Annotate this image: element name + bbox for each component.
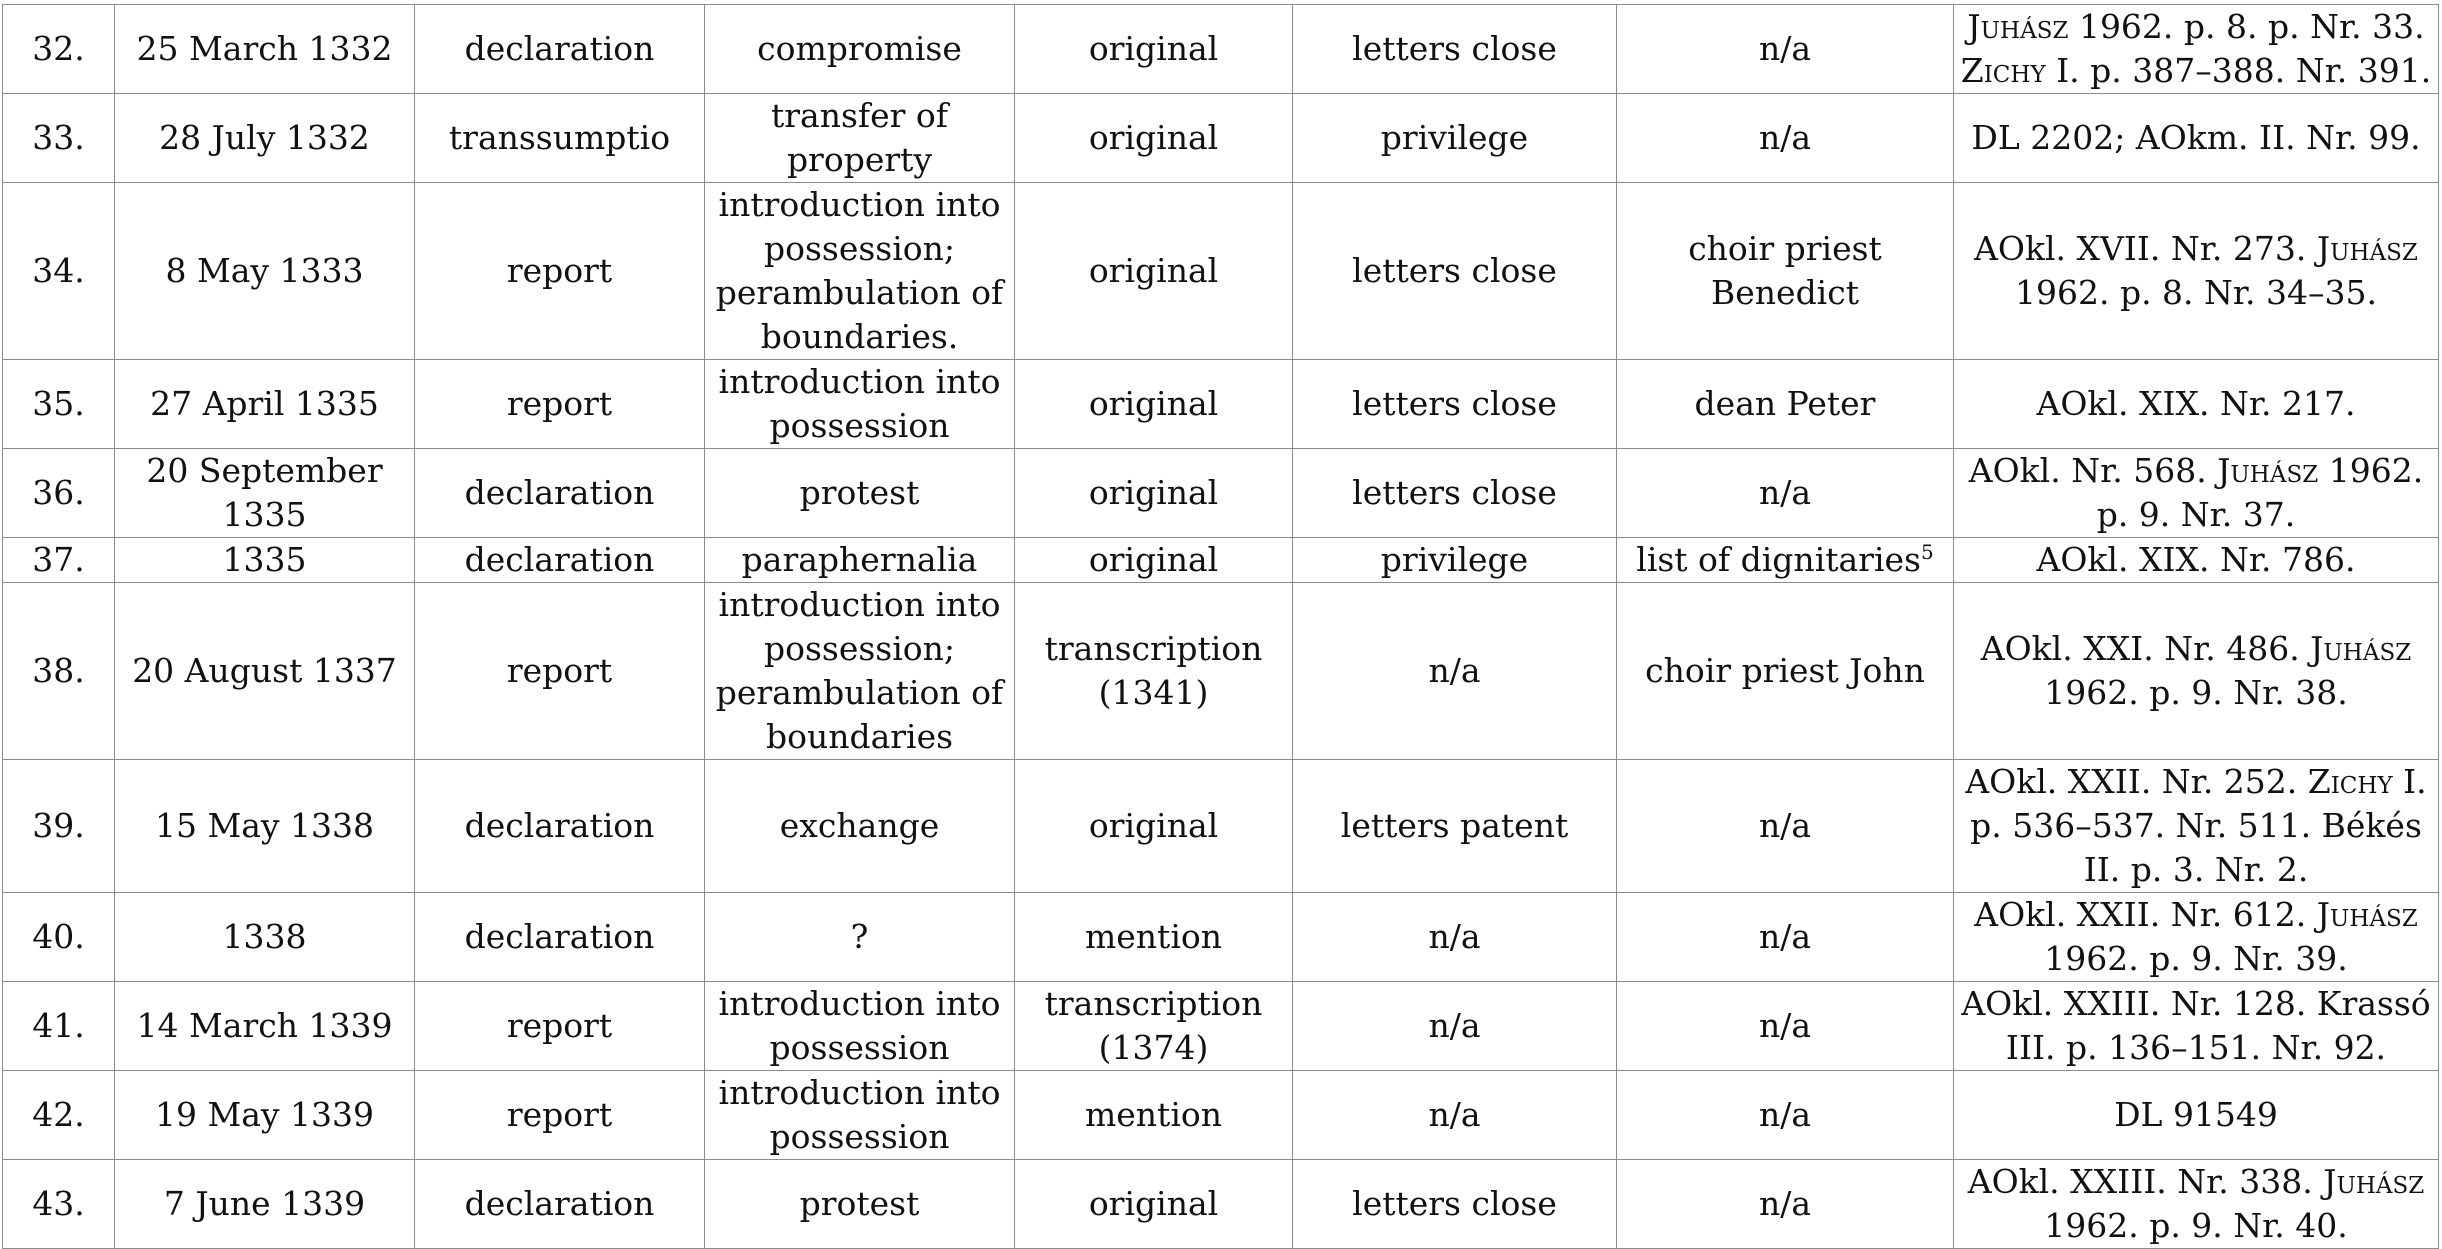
entry-references xyxy=(1954,360,2439,449)
entry-form-text: mention xyxy=(1084,917,1222,956)
entry-charter-type-text: letters patent xyxy=(1340,806,1569,845)
entry-date-text: 1335 xyxy=(222,540,307,579)
entry-form xyxy=(1015,760,1293,893)
entry-type xyxy=(415,760,705,893)
entry-number-text: 36. xyxy=(32,473,85,512)
entry-subject-text: introduction into possession; perambulation of boundaries. xyxy=(715,185,1004,356)
entry-subject-text: exchange xyxy=(779,806,940,845)
reference-part: AOkl. Nr. 568. xyxy=(1968,451,2218,490)
entry-references xyxy=(1954,538,2439,583)
entry-charter-type xyxy=(1293,1160,1617,1249)
entry-witness xyxy=(1617,538,1954,583)
entry-subject-text: introduction into possession xyxy=(718,984,1001,1067)
entry-date xyxy=(115,449,415,538)
entry-number-text: 38. xyxy=(32,651,85,690)
entry-charter-type xyxy=(1293,449,1617,538)
table-row xyxy=(3,760,2439,893)
entry-witness-text: dean Peter xyxy=(1694,384,1876,423)
entry-date-text: 25 March 1332 xyxy=(136,29,393,68)
entry-date-text: 1338 xyxy=(222,917,307,956)
entry-number xyxy=(3,1071,115,1160)
table-body xyxy=(3,5,2439,1249)
entry-form-text: transcription (1374) xyxy=(1044,984,1263,1067)
entry-type xyxy=(415,360,705,449)
entry-charter-type-text: letters close xyxy=(1352,251,1557,290)
table-row xyxy=(3,183,2439,360)
entry-number xyxy=(3,893,115,982)
reference-part: Juhász xyxy=(2316,229,2418,268)
reference-part: AOkl. XXIII. Nr. 128. Krassó III. p. 136–151. Nr. 92. xyxy=(1961,984,2431,1067)
entry-date xyxy=(115,183,415,360)
entry-charter-type-text: privilege xyxy=(1380,118,1529,157)
entry-charter-type-text: n/a xyxy=(1428,917,1481,956)
entry-form xyxy=(1015,183,1293,360)
entry-form xyxy=(1015,1071,1293,1160)
reference-part: 1962. p. 8. Nr. 34–35. xyxy=(2014,273,2378,312)
entry-form-text: original xyxy=(1088,1184,1219,1223)
entry-date-text: 15 May 1338 xyxy=(154,806,375,845)
entry-witness-text: n/a xyxy=(1758,118,1812,157)
table-row xyxy=(3,538,2439,583)
entry-number xyxy=(3,449,115,538)
entry-charter-type-text: letters close xyxy=(1352,1184,1557,1223)
entry-date-text: 28 July 1332 xyxy=(159,118,370,157)
entry-subject-text: compromise xyxy=(757,29,962,68)
entry-subject xyxy=(705,360,1015,449)
entry-number-text: 35. xyxy=(32,384,85,423)
entry-references xyxy=(1954,760,2439,893)
reference-part: AOkl. XXIII. Nr. 338. xyxy=(1967,1162,2324,1201)
entry-subject-text: transfer of property xyxy=(771,96,948,179)
entry-type xyxy=(415,893,705,982)
entry-witness-text: list of dignitaries xyxy=(1636,540,1921,579)
entry-type-text: report xyxy=(506,1095,613,1134)
reference-part: AOkl. XIX. Nr. 786. xyxy=(2036,540,2356,579)
entry-subject-text: protest xyxy=(799,1184,920,1223)
table-row xyxy=(3,583,2439,760)
reference-part: Zichy xyxy=(1960,51,2046,90)
entry-subject xyxy=(705,5,1015,94)
entry-date-text: 8 May 1333 xyxy=(165,251,364,290)
entry-date xyxy=(115,760,415,893)
entry-subject-text: introduction into possession; perambulation of boundaries xyxy=(715,585,1004,756)
entry-form-text: original xyxy=(1088,118,1219,157)
entry-type-text: report xyxy=(506,251,613,290)
entry-form xyxy=(1015,5,1293,94)
entry-subject xyxy=(705,449,1015,538)
entry-date xyxy=(115,5,415,94)
entry-type-text: report xyxy=(506,1006,613,1045)
entry-form-text: original xyxy=(1088,29,1219,68)
entry-form xyxy=(1015,982,1293,1071)
entry-form-text: original xyxy=(1088,806,1219,845)
entry-date xyxy=(115,360,415,449)
reference-part: I. p. 387–388. Nr. 391. xyxy=(2045,51,2432,90)
table-row xyxy=(3,94,2439,183)
entry-form xyxy=(1015,538,1293,583)
entry-references xyxy=(1954,1160,2439,1249)
entry-type-text: transsumptio xyxy=(448,118,671,157)
entry-date xyxy=(115,538,415,583)
entry-references xyxy=(1954,183,2439,360)
reference-part: Juhász xyxy=(1967,7,2069,46)
entry-witness xyxy=(1617,760,1954,893)
reference-part: 1962. p. 9. Nr. 37. xyxy=(2096,451,2424,534)
entry-witness-text: n/a xyxy=(1758,806,1812,845)
entry-form xyxy=(1015,449,1293,538)
entry-type-text: declaration xyxy=(464,29,655,68)
entry-subject-text: ? xyxy=(850,917,869,956)
entry-charter-type xyxy=(1293,1071,1617,1160)
entry-witness-text: n/a xyxy=(1758,29,1812,68)
entry-type-text: declaration xyxy=(464,540,655,579)
entry-number xyxy=(3,760,115,893)
entry-references xyxy=(1954,583,2439,760)
reference-part: AOkl. XXI. Nr. 486. xyxy=(1980,629,2311,668)
reference-part: AOkl. XXII. Nr. 252. xyxy=(1965,762,2308,801)
entry-form xyxy=(1015,583,1293,760)
entry-charter-type xyxy=(1293,583,1617,760)
entry-date-text: 20 September 1335 xyxy=(146,451,383,534)
entry-subject-text: paraphernalia xyxy=(741,540,978,579)
entry-date xyxy=(115,893,415,982)
entry-witness xyxy=(1617,449,1954,538)
entry-date-text: 7 June 1339 xyxy=(163,1184,366,1223)
entry-charter-type-text: letters close xyxy=(1352,384,1557,423)
table-row xyxy=(3,1071,2439,1160)
reference-part: DL 2202; AOkm. II. Nr. 99. xyxy=(1971,118,2421,157)
entry-type xyxy=(415,1160,705,1249)
entry-witness xyxy=(1617,360,1954,449)
entry-references xyxy=(1954,982,2439,1071)
entry-number-text: 40. xyxy=(32,917,85,956)
entry-charter-type xyxy=(1293,982,1617,1071)
entry-witness-text: n/a xyxy=(1758,1184,1812,1223)
entry-date xyxy=(115,1071,415,1160)
entry-number-text: 32. xyxy=(32,29,85,68)
entry-number-text: 37. xyxy=(32,540,85,579)
entry-charter-type xyxy=(1293,360,1617,449)
entry-subject xyxy=(705,893,1015,982)
entry-form-text: mention xyxy=(1084,1095,1222,1134)
entry-charter-type xyxy=(1293,94,1617,183)
table-row xyxy=(3,982,2439,1071)
entry-number-text: 34. xyxy=(32,251,85,290)
entry-number xyxy=(3,360,115,449)
entry-form xyxy=(1015,1160,1293,1249)
reference-part: DL 91549 xyxy=(2114,1095,2278,1134)
entry-type xyxy=(415,538,705,583)
entry-number-text: 43. xyxy=(32,1184,85,1223)
entry-form-text: original xyxy=(1088,473,1219,512)
entry-references xyxy=(1954,893,2439,982)
entry-number-text: 42. xyxy=(32,1095,85,1134)
entry-charter-type xyxy=(1293,760,1617,893)
entry-form-text: original xyxy=(1088,540,1219,579)
entry-date xyxy=(115,94,415,183)
entry-subject xyxy=(705,1071,1015,1160)
table-row xyxy=(3,360,2439,449)
entry-witness xyxy=(1617,1071,1954,1160)
reference-part: 1962. p. 9. Nr. 38. xyxy=(2044,673,2348,712)
table-row xyxy=(3,893,2439,982)
entry-witness xyxy=(1617,183,1954,360)
entry-number xyxy=(3,5,115,94)
entry-charter-type-text: n/a xyxy=(1428,1006,1481,1045)
entry-charter-type-text: n/a xyxy=(1428,1095,1481,1134)
entry-type-text: declaration xyxy=(464,806,655,845)
entry-type-text: report xyxy=(506,651,613,690)
entry-subject-text: introduction into possession xyxy=(718,362,1001,445)
entry-type xyxy=(415,1071,705,1160)
entry-type-text: declaration xyxy=(464,1184,655,1223)
entry-form xyxy=(1015,94,1293,183)
entry-type-text: declaration xyxy=(464,917,655,956)
entry-witness xyxy=(1617,982,1954,1071)
entry-charter-type xyxy=(1293,5,1617,94)
reference-part: Juhász xyxy=(2316,895,2418,934)
entry-number xyxy=(3,583,115,760)
entry-charter-type-text: letters close xyxy=(1352,473,1557,512)
entry-date xyxy=(115,982,415,1071)
entry-type xyxy=(415,183,705,360)
charters-table xyxy=(2,4,2439,1249)
table-row xyxy=(3,1160,2439,1249)
entry-type xyxy=(415,5,705,94)
entry-form xyxy=(1015,893,1293,982)
entry-witness xyxy=(1617,94,1954,183)
entry-subject xyxy=(705,583,1015,760)
entry-date xyxy=(115,583,415,760)
entry-number xyxy=(3,94,115,183)
entry-number xyxy=(3,538,115,583)
entry-subject-text: protest xyxy=(799,473,920,512)
entry-charter-type-text: privilege xyxy=(1380,540,1529,579)
entry-number-text: 39. xyxy=(32,806,85,845)
reference-part: 1962. p. 9. Nr. 39. xyxy=(2044,939,2348,978)
entry-charter-type xyxy=(1293,183,1617,360)
reference-part: Juhász xyxy=(2323,1162,2425,1201)
reference-part: Juhász xyxy=(2217,451,2319,490)
entry-witness-text: n/a xyxy=(1758,473,1812,512)
reference-part: AOkl. XXII. Nr. 612. xyxy=(1974,895,2317,934)
reference-part: 1962. p. 8. p. Nr. 33. xyxy=(2068,7,2425,46)
entry-type xyxy=(415,982,705,1071)
entry-type xyxy=(415,583,705,760)
entry-subject xyxy=(705,183,1015,360)
entry-references xyxy=(1954,1071,2439,1160)
entry-references xyxy=(1954,5,2439,94)
entry-form-text: original xyxy=(1088,251,1219,290)
entry-form-text: original xyxy=(1088,384,1219,423)
entry-number-text: 41. xyxy=(32,1006,85,1045)
entry-subject xyxy=(705,538,1015,583)
entry-witness-text: n/a xyxy=(1758,917,1812,956)
entry-subject xyxy=(705,94,1015,183)
reference-part: AOkl. XVII. Nr. 273. xyxy=(1974,229,2317,268)
entry-witness-text: choir priest Benedict xyxy=(1688,229,1882,312)
entry-form xyxy=(1015,360,1293,449)
table-row xyxy=(3,449,2439,538)
entry-charter-type-text: n/a xyxy=(1428,651,1481,690)
entry-type-text: report xyxy=(506,384,613,423)
reference-part: Zichy xyxy=(2307,762,2393,801)
entry-number xyxy=(3,183,115,360)
entry-references xyxy=(1954,94,2439,183)
entry-date-text: 14 March 1339 xyxy=(136,1006,393,1045)
entry-witness xyxy=(1617,583,1954,760)
entry-date-text: 19 May 1339 xyxy=(154,1095,375,1134)
entry-charter-type xyxy=(1293,893,1617,982)
entry-witness xyxy=(1617,893,1954,982)
entry-charter-type xyxy=(1293,538,1617,583)
entry-number xyxy=(3,982,115,1071)
entry-witness-text: n/a xyxy=(1758,1006,1812,1045)
entry-type-text: declaration xyxy=(464,473,655,512)
footnote-marker: 5 xyxy=(1920,540,1934,564)
entry-number-text: 33. xyxy=(32,118,85,157)
entry-witness xyxy=(1617,1160,1954,1249)
entry-witness-text: choir priest John xyxy=(1645,651,1925,690)
entry-witness-text: n/a xyxy=(1758,1095,1812,1134)
entry-date-text: 27 April 1335 xyxy=(150,384,379,423)
reference-part: 1962. p. 9. Nr. 40. xyxy=(2044,1206,2348,1245)
entry-charter-type-text: letters close xyxy=(1352,29,1557,68)
reference-part: I. p. 536–537. Nr. 511. Békés II. p. 3. Nr. 2. xyxy=(1970,762,2427,889)
entry-form-text: transcription (1341) xyxy=(1044,629,1263,712)
entry-subject-text: introduction into possession xyxy=(718,1073,1001,1156)
entry-subject xyxy=(705,1160,1015,1249)
table-row xyxy=(3,5,2439,94)
entry-type xyxy=(415,449,705,538)
entry-date-text: 20 August 1337 xyxy=(132,651,397,690)
reference-part: Juhász xyxy=(2310,629,2412,668)
entry-subject xyxy=(705,760,1015,893)
entry-references xyxy=(1954,449,2439,538)
entry-witness xyxy=(1617,5,1954,94)
entry-type xyxy=(415,94,705,183)
reference-part: AOkl. XIX. Nr. 217. xyxy=(2036,384,2356,423)
entry-date xyxy=(115,1160,415,1249)
entry-number xyxy=(3,1160,115,1249)
entry-subject xyxy=(705,982,1015,1071)
